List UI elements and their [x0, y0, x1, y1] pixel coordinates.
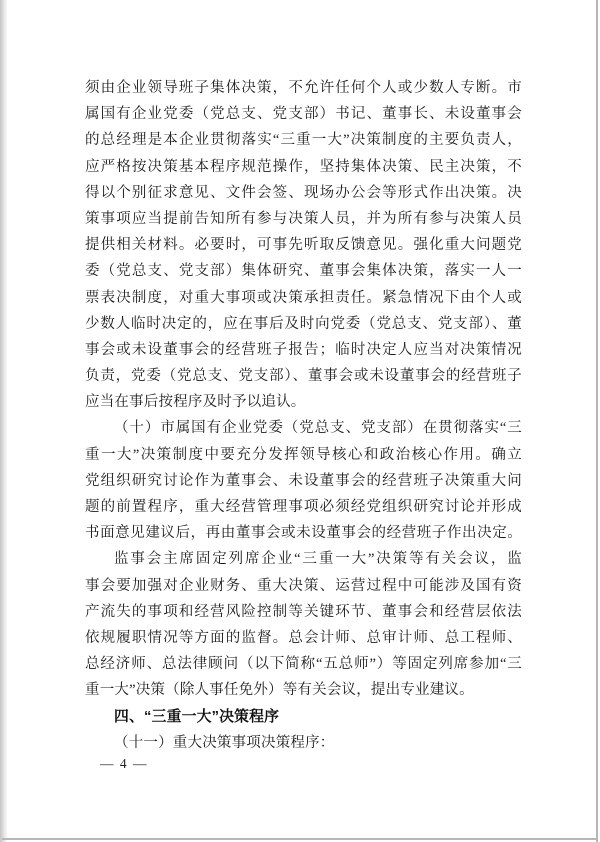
paragraph-line: 书面意见建议后，再由董事会或未设董事会的经营班子作出决定。 [85, 525, 522, 542]
paragraph-line: 的总经理是本企业贯彻落实“三重一大”决策制度的主要负责人， [85, 132, 522, 149]
paragraph-line: 负责，党委（党总支、党支部）、董事会或未设董事会的经营班子 [85, 368, 522, 385]
paragraph-line: 事会或未设董事会的经营班子报告；临时决定人应当对决策情况 [85, 341, 522, 358]
paragraph-line: 应当在事后按程序及时予以追认。 [85, 394, 306, 411]
paragraph-line: 重一大”决策制度中要充分发挥领导核心和政治核心作用。确立 [85, 446, 522, 463]
paragraph-line: 重一大”决策（除人事任免外）等有关会议，提出专业建议。 [85, 682, 474, 699]
scan-edge-left [0, 0, 7, 842]
paragraph-line: 属国有企业党委（党总支、党支部）书记、董事长、未设董事会 [85, 106, 522, 123]
paragraph-line: 票表决制度，对重大事项或决策承担责任。紧急情况下由个人或 [85, 289, 522, 306]
paragraph-line: （十）市属国有企业党委（党总支、党支部）在贯彻落实“三 [114, 420, 522, 437]
paragraph-line: 提供相关材料。必要时，可事先听取反馈意见。强化重大问题党 [85, 237, 522, 254]
paragraph-line: 事会要加强对企业财务、重大决策、运营过程中可能涉及国有资 [85, 577, 522, 594]
paragraph-line: 少数人临时决定的，应在事后及时向党委（党总支、党支部）、董 [85, 315, 522, 332]
paragraph-line: 依规履职情况等方面的监督。总会计师、总审计师、总工程师、 [85, 629, 522, 646]
scan-edge-right [596, 0, 598, 842]
paragraph-line: 应严格按决策基本程序规范操作，坚持集体决策、民主决策，不 [85, 158, 522, 175]
paragraph-line: 党组织研究讨论作为董事会、未设董事会的经营班子决策重大问 [85, 472, 522, 489]
paragraph-line: 须由企业领导班子集体决策，不允许任何个人或少数人专断。市 [85, 80, 522, 96]
paragraph-line: 产流失的事项和经营风险控制等关键环节、董事会和经营层依法 [85, 603, 522, 620]
scan-edge-bottom [2, 838, 598, 840]
paragraph-line: 总经济师、总法律顾问（以下简称“五总师”）等固定列席参加“三 [85, 656, 522, 673]
document-body [85, 75, 522, 756]
paragraph-line: 委（党总支、党支部）集体研究、董事会集体决策，落实一人一 [85, 263, 522, 280]
paragraph-line: 策事项应当提前告知所有参与决策人员，并为所有参与决策人员 [85, 210, 522, 227]
section-heading: 四、“三重一大”决策程序 [114, 708, 280, 725]
paragraph-line: 监事会主席固定列席企业“三重一大”决策等有关会议，监 [114, 551, 522, 568]
paragraph-line: 题的前置程序，重大经营管理事项必须经党组织研究讨论并形成 [85, 499, 522, 515]
paragraph-line: 得以个别征求意见、文件会签、现场办公会等形式作出决策。决 [85, 184, 522, 201]
page-number: — 4 — [100, 756, 148, 771]
paragraph-line: （十一）重大决策事项决策程序： [114, 734, 335, 751]
